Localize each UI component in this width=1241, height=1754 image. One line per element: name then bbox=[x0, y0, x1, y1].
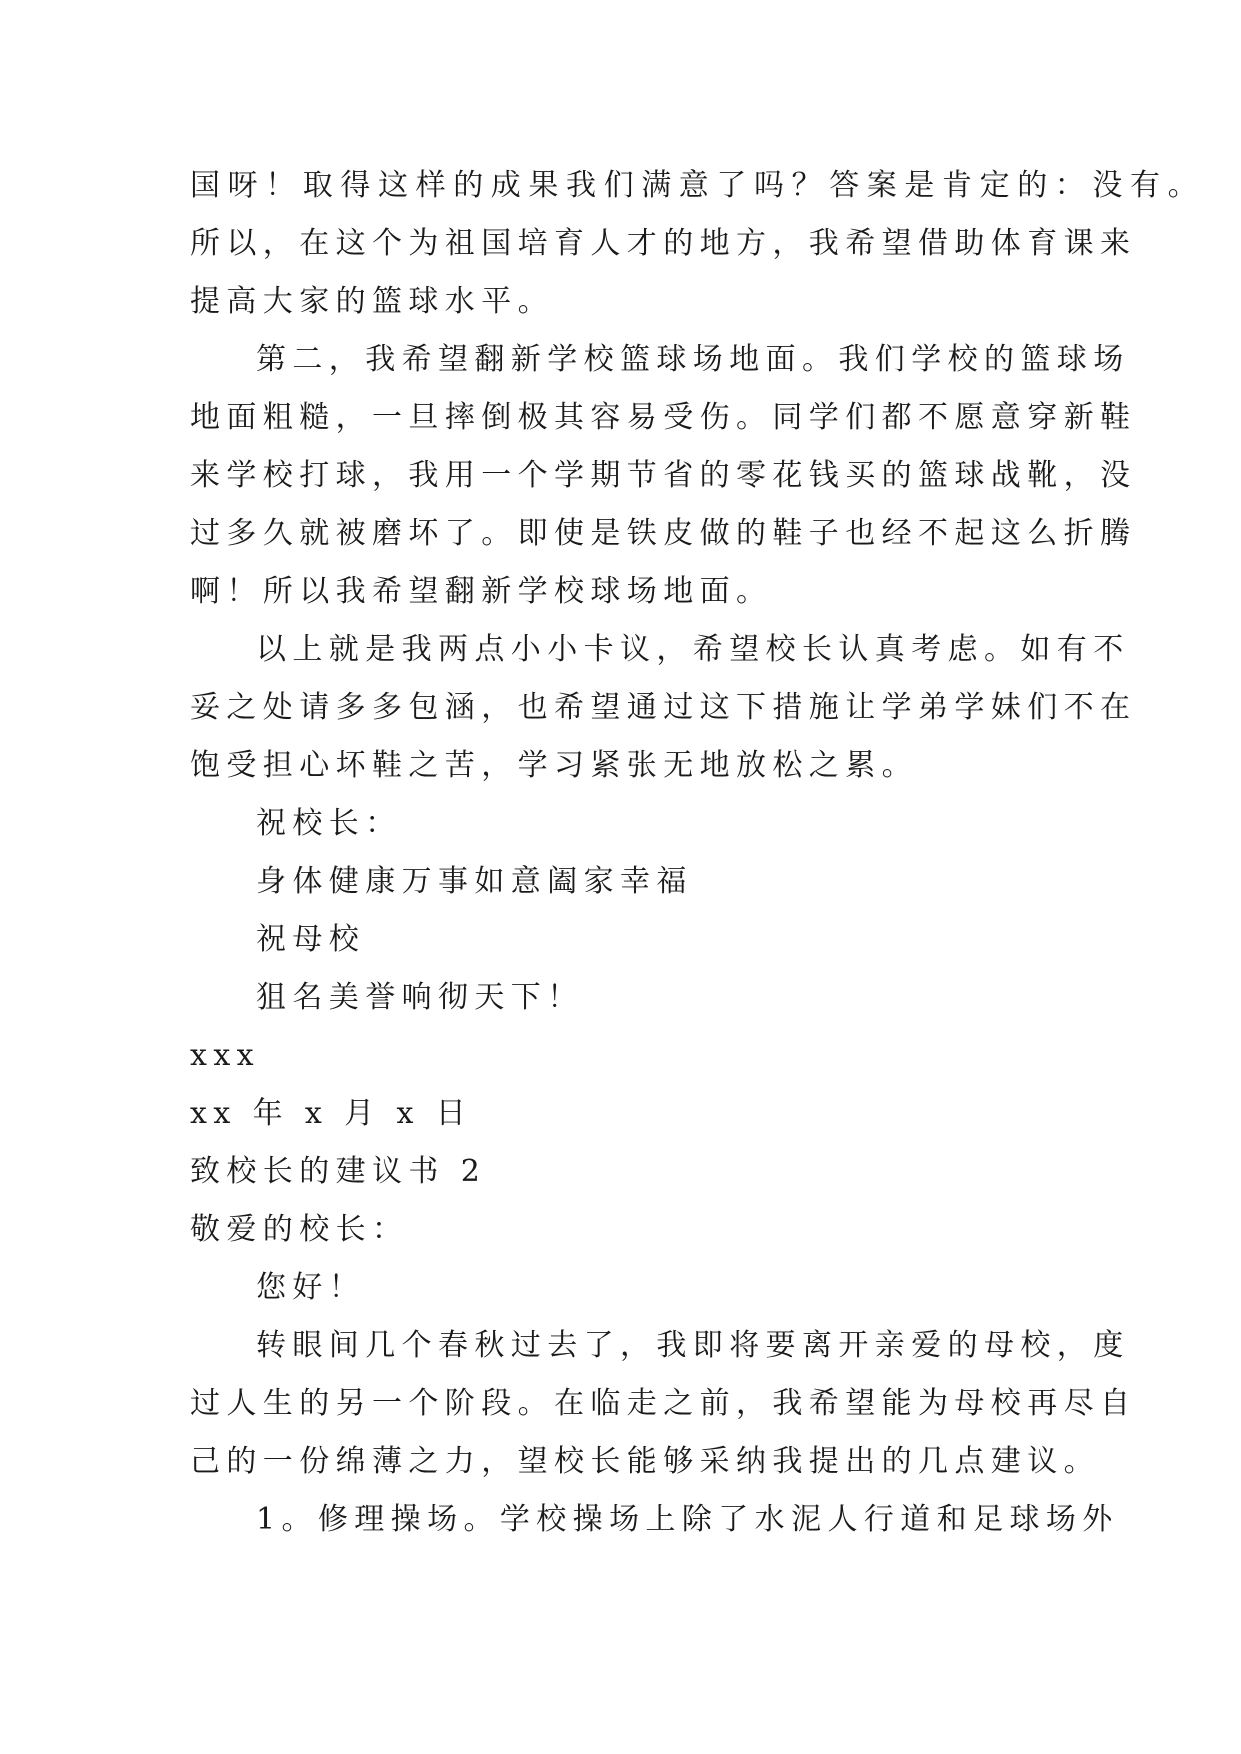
closing-line: 身体健康万事如意阖家幸福 bbox=[256, 864, 693, 899]
text-line: 国呀！取得这样的成果我们满意了吗？答案是肯定的：没有。 bbox=[190, 168, 1206, 203]
text-line: 饱受担心坏鞋之苦，学习紧张无地放松之累。 bbox=[190, 748, 918, 783]
signature-date: xx 年 x 月 x 日 bbox=[190, 1096, 473, 1131]
text-line: 己的一份绵薄之力，望校长能够采纳我提出的几点建议。 bbox=[190, 1444, 1100, 1479]
closing-line: 狙名美誉响彻天下！ bbox=[256, 980, 584, 1015]
closing-line: 祝校长： bbox=[256, 806, 402, 841]
text-line: 妥之处请多多包涵，也希望通过这下措施让学弟学妹们不在 bbox=[190, 690, 1137, 725]
paragraph-start-line: 1。修理操场。学校操场上除了水泥人行道和足球场外 bbox=[256, 1502, 1119, 1537]
section-title: 致校长的建议书 2 bbox=[190, 1154, 487, 1189]
text-line: 地面粗糙，一旦摔倒极其容易受伤。同学们都不愿意穿新鞋 bbox=[190, 400, 1137, 435]
text-line: 过多久就被磨坏了。即使是铁皮做的鞋子也经不起这么折腾 bbox=[190, 516, 1137, 551]
salutation: 敬爱的校长： bbox=[190, 1212, 409, 1247]
text-line: 所以，在这个为祖国培育人才的地方，我希望借助体育课来 bbox=[190, 226, 1137, 261]
paragraph-start-line: 转眼间几个春秋过去了，我即将要离开亲爱的母校，度 bbox=[256, 1328, 1130, 1363]
text-line: 来学校打球，我用一个学期节省的零花钱买的篮球战靴，没 bbox=[190, 458, 1137, 493]
text-line: 过人生的另一个阶段。在临走之前，我希望能为母校再尽自 bbox=[190, 1386, 1137, 1421]
greeting: 您好！ bbox=[256, 1270, 366, 1305]
text-line: 啊！所以我希望翻新学校球场地面。 bbox=[190, 574, 773, 609]
signature-name: xxx bbox=[190, 1038, 260, 1073]
paragraph-start-line: 第二，我希望翻新学校篮球场地面。我们学校的篮球场 bbox=[256, 342, 1130, 377]
closing-line: 祝母校 bbox=[256, 922, 366, 957]
paragraph-start-line: 以上就是我两点小小卡议，希望校长认真考虑。如有不 bbox=[256, 632, 1130, 667]
text-line: 提高大家的篮球水平。 bbox=[190, 284, 554, 319]
